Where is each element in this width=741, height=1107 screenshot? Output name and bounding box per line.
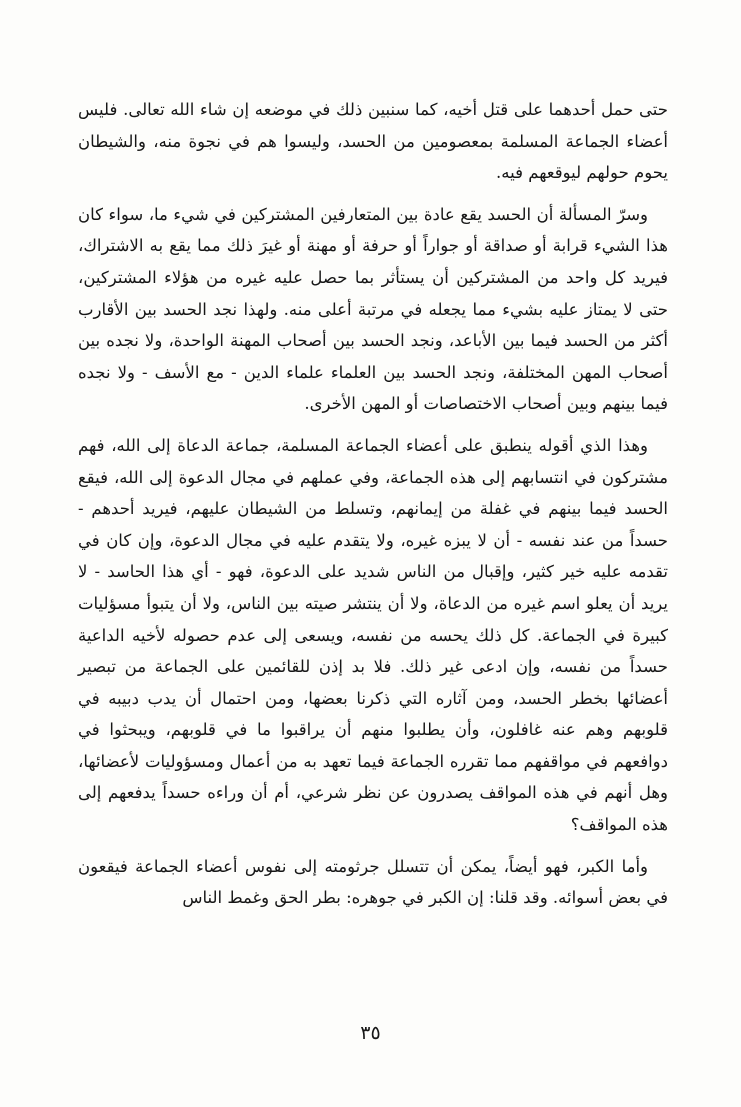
body-text: [78, 94, 668, 924]
paragraph-envy-intro: حتى حمل أحدهما على قتل أخيه، كما سنبين ذلك في موضعه إن شاء الله تعالى. فليس أعضاء الجماعة المسلمة بمعصومين من الحسد، وليسوا هم في نجوة منه، والشيطان يحوم حولهم ليوقعهم فيه.: [78, 100, 668, 183]
paragraph-envy-group: وهذا الذي أقوله ينطبق على أعضاء الجماعة المسلمة، جماعة الدعاة إلى الله، فهم مشتركون في انتسابهم إلى هذه الجماعة، وفي عملهم في مجال الدعوة إلى الله، فيقع الحسد فيما بينهم في غفلة من إيمانهم، وتسلط من الشيطان عليهم، فيريد أحدهم - حسداً من عند نفسه - أن لا يبزه غيره، ولا يتقدم عليه في مجال الدعوة، وإن كان في تقدمه عليه خير كثير، وإقبال من الناس شديد على الدعوة، فهو - أي هذا الحاسد - لا يريد أن يعلو اسم غيره من الدعاة، ولا أن ينتشر صيته بين الناس، ولا أن يتبوأ مسؤليات كبيرة في الجماعة. كل ذلك يحسه من نفسه، ويسعى إلى عدم حصوله لأخيه الداعية حسداً من نفسه، وإن ادعى غير ذلك. فلا بد إذن للقائمين على الجماعة من تبصير أعضائها بخطر الحسد، ومن آثاره التي ذكرنا بعضها، ومن احتمال أن يدب دبيبه في قلوبهم وهم عنه غافلون، وأن يطلبوا منهم أن يراقبوا ما في قلوبهم، ويبحثوا في دوافعهم في مواقفهم مما تقرره الجماعة فيما تعهد به من أعمال ومسؤوليات لأعضائها، وهل أنهم في هذه المواقف يصدرون عن نظر شرعي، أم أن وراءه حسداً يدفعهم إلى هذه المواقف؟: [78, 435, 668, 835]
page-number: ٣٥: [360, 1022, 381, 1044]
paragraph-envy-cause: وسرّ المسألة أن الحسد يقع عادة بين المتعارفين المشتركين في شيء ما، سواء كان هذا الشيء قرابة أو صداقة أو جواراً أو حرفة أو مهنة أو غيرَ ذلك مما يقع به الاشتراك، فيريد كل واحد من المشتركين أن يستأثر بما حصل عليه غيره من هؤلاء المشتركين، حتى لا يمتاز عليه بشيء مما يجعله في مرتبة أعلى منه. ولهذا نجد الحسد بين الأقارب أكثر من الحسد فيما بين الأباعد، ونجد الحسد بين أصحاب المهنة الواحدة، ولا نجده بين أصحاب المهن المختلفة، ونجد الحسد بين العلماء علماء الدين - مع الأسف - ولا نجده فيما بينهم وبين أصحاب الاختصاصات أو المهن الأخرى.: [78, 204, 668, 414]
paragraph-arrogance: وأما الكبر، فهو أيضاً، يمكن أن تتسلل جرثومته إلى نفوس أعضاء الجماعة فيقعون في بعض أسوائه. وقد قلنا: إن الكبر في جوهره: بطر الحق وغمط الناس: [78, 856, 668, 908]
